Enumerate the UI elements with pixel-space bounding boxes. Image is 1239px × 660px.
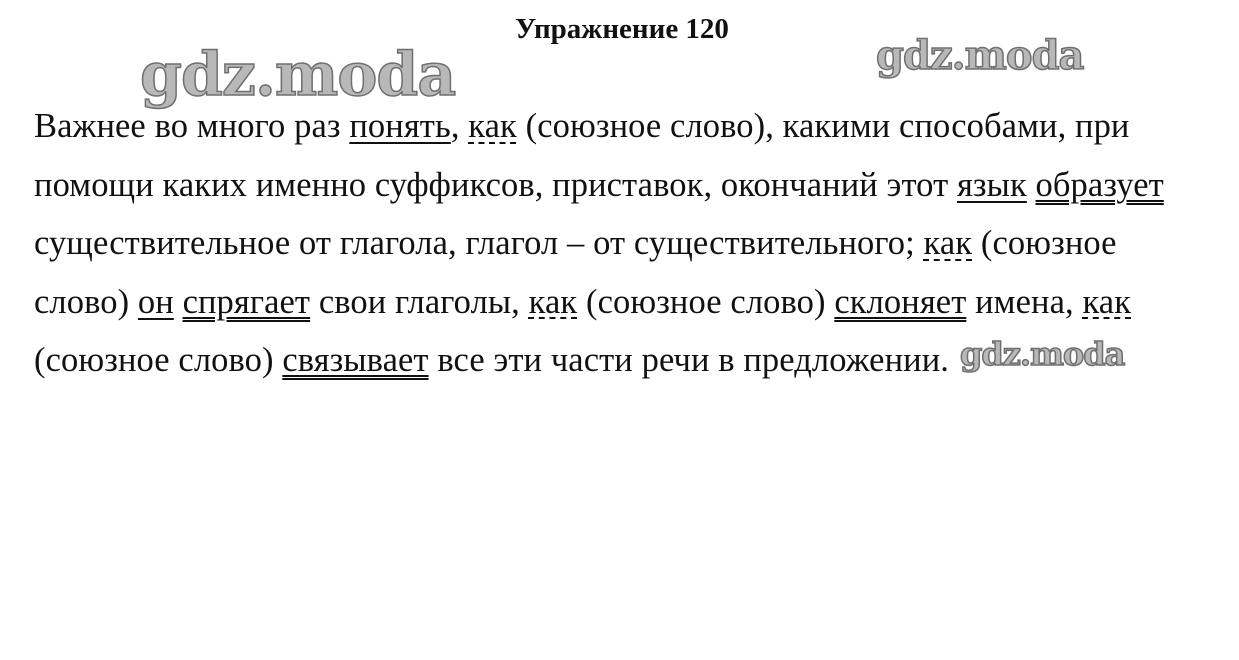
exercise-text	[34, 97, 1209, 390]
text-segment: все эти части речи в предложении.	[428, 341, 949, 379]
predicate-word: понять	[349, 107, 451, 145]
text-segment: Важнее во много раз	[34, 107, 350, 145]
text-segment	[174, 283, 183, 321]
subject-word: язык	[956, 165, 1027, 204]
text-line	[34, 214, 1209, 273]
predicate-word: связывает	[282, 341, 429, 379]
text-line	[34, 97, 1209, 156]
watermark-logo: gdz.moda	[876, 32, 1084, 79]
adverbial-word: как	[1082, 282, 1132, 321]
text-segment: свои глаголы,	[310, 282, 529, 321]
text-segment: имена,	[966, 282, 1083, 321]
text-segment: (союзное слово)	[577, 282, 835, 321]
text-line	[34, 331, 1209, 390]
text-line	[34, 156, 1209, 215]
adverbial-word: как	[923, 224, 973, 262]
predicate-word: склоняет	[834, 282, 967, 321]
text-segment: существительное от глагола, глагол – от существительного;	[34, 224, 924, 262]
adverbial-word: как	[528, 282, 578, 321]
text-segment: (союзное	[972, 224, 1117, 262]
text-segment: (союзное слово), какими способами, при	[516, 107, 1130, 145]
adverbial-word: как	[468, 107, 517, 145]
text-line	[34, 273, 1209, 332]
text-segment: ,	[450, 107, 469, 145]
predicate-word: спрягает	[182, 282, 311, 321]
predicate-word: образует	[1035, 165, 1164, 204]
text-segment: помощи каких именно суффиксов, приставок, окончаний этот	[34, 165, 957, 204]
exercise-title: Упражнение 120	[515, 13, 729, 45]
text-segment: слово)	[34, 282, 138, 321]
text-segment	[1027, 166, 1036, 204]
subject-word: он	[137, 282, 174, 321]
text-segment: (союзное слово)	[34, 341, 283, 379]
watermark-logo: gdz.moda	[960, 335, 1125, 373]
watermark-logo: gdz.moda	[140, 40, 456, 110]
